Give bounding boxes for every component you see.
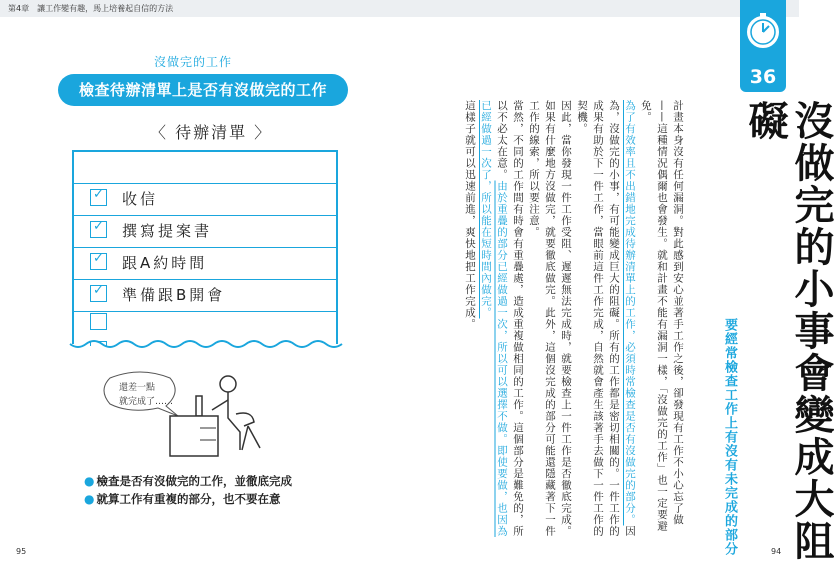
highlight-text: 由於重疊的部分已經做過一次，所以可以選擇不做。即使要做，也因為已經做過一次了，所以能在短時間內做完。 — [480, 100, 508, 537]
divider — [74, 247, 336, 248]
paragraph — [462, 100, 478, 540]
divider — [74, 311, 336, 312]
bullet-icon: ● — [84, 492, 95, 506]
check-icon: ✓ — [93, 251, 104, 266]
paragraph — [478, 100, 526, 540]
body-text — [464, 100, 686, 540]
summary-bullets — [84, 472, 292, 508]
checkbox — [90, 313, 107, 330]
page-title: 沒做完的小事會變成大阻礙 — [742, 100, 834, 562]
speech-line: 就完成了…… — [119, 397, 174, 407]
page-number-left: 95 — [16, 547, 27, 556]
checkbox — [90, 285, 107, 302]
highlight-text: 為了有效率且不出錯地完成待辦清單上的工作，必須時常檢查是否有沒做完的部分。 — [624, 100, 636, 526]
check-icon: ✓ — [93, 187, 104, 202]
section-number: 36 — [749, 66, 777, 88]
todo-title: 〈 待辦清單 〉 — [150, 123, 273, 142]
paragraph-text: 因為，沒做完的小事，有可能變成巨大的阻礙。所有的工作都是密切相關的。一件工作的成果有助於下一件工作，當眼前這件工作完成，自然就會產生該著手去做下一件工作的契機。 — [576, 100, 636, 537]
paragraph — [526, 100, 574, 540]
list-item: 跟A約時間 — [122, 254, 208, 272]
checkbox — [90, 253, 107, 270]
divider — [74, 183, 336, 184]
person-at-desk-illustration — [170, 370, 270, 460]
bullet-item — [84, 472, 292, 490]
bubble-outline — [100, 370, 180, 420]
bullet-text: 檢查是否有沒做完的工作，並徹底完成 — [96, 474, 292, 488]
bullet-icon: ● — [84, 474, 95, 488]
page-number-right: 94 — [771, 547, 782, 556]
check-icon: ✓ — [93, 219, 104, 234]
paragraph-text: 當然，不同的工作間有時會有重疊處，造成重複做相同的工作。這個部分是難免的，所以不必太在意。 — [496, 100, 524, 537]
banner: 檢查待辦清單上是否有沒做完的工作 — [58, 74, 348, 106]
checkbox — [90, 189, 107, 206]
paragraph — [574, 100, 638, 540]
paragraph-text: 因此，當你發現一件工作受阻、遲遲無法完成時，就要檢查上一件工作是否徹底完成。如果有什麼地方沒做完，就要徹底做完。此外，這個沒完成的部分可能還隱藏著下一件工作的線索，所以要注意。 — [528, 100, 572, 537]
check-icon: ✓ — [93, 283, 104, 298]
divider — [74, 279, 336, 280]
paragraph — [638, 100, 686, 540]
paragraph-text: 這樣子就可以迅速前進，爽快地把工作完成。 — [464, 100, 476, 330]
clock-icon — [745, 12, 781, 52]
bullet-item — [84, 490, 292, 508]
checkbox — [90, 221, 107, 238]
todo-list — [72, 150, 338, 344]
bullet-text: 就算工作有重複的部分，也不要在意 — [96, 492, 281, 506]
list-item: 準備跟B開會 — [122, 286, 226, 304]
chapter-header: 第4章 讓工作變有趣，馬上培養起自信的方法 — [8, 4, 174, 13]
speech-line: 還差一點 — [119, 383, 156, 393]
topic-label: 沒做完的工作 — [154, 55, 233, 69]
paragraph-text: 計畫本身沒有任何漏洞。對此感到安心並著手工作之後，卻發現有工作不小心忘了做——這種情況偶爾也會發生。就和計畫不能有漏洞一樣，「沒做完的工作」也一定要避免。 — [640, 100, 684, 532]
list-item: 收信 — [122, 190, 159, 208]
divider — [74, 215, 336, 216]
torn-edge — [70, 340, 336, 352]
list-item: 撰寫提案書 — [122, 222, 213, 240]
subtitle: 要經常檢查工作上有沒有未完成的部分 — [722, 318, 737, 556]
